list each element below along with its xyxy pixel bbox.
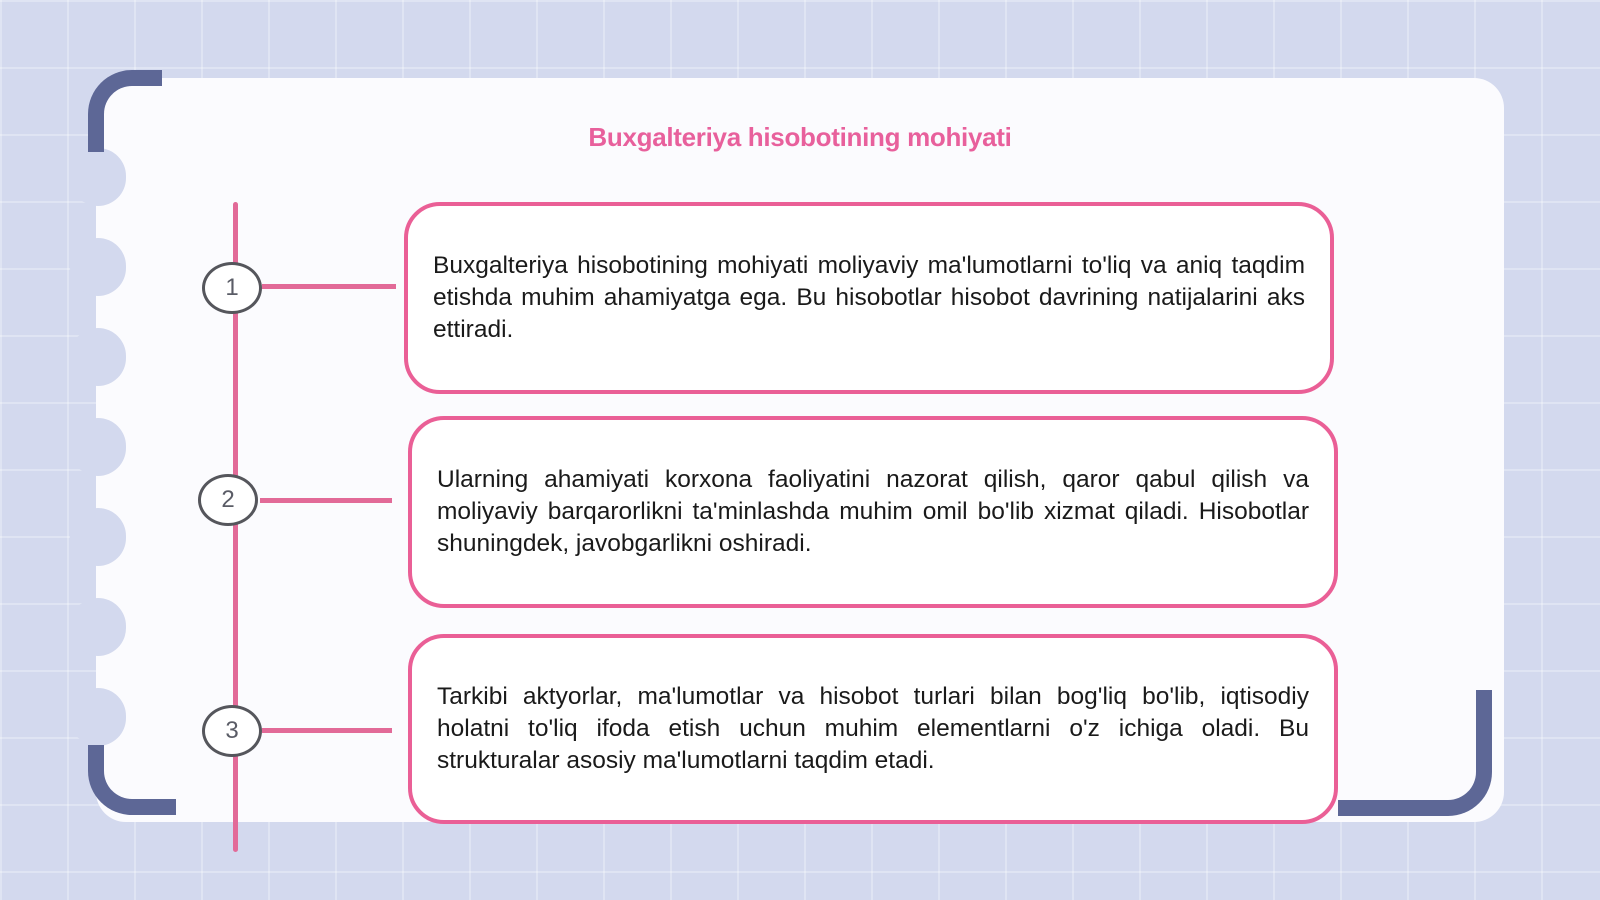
step-card-3 [408,634,1338,824]
step-number-badge: 2 [198,474,258,526]
step-number-badge: 1 [202,262,262,314]
scallop-notch [70,688,126,746]
step-card-2 [408,416,1338,608]
scallop-notch [70,418,126,476]
scallop-notch [70,598,126,656]
timeline-connector [260,498,392,503]
timeline-connector [262,284,396,289]
scallop-notch [70,508,126,566]
corner-bracket-bottom-right [1338,690,1492,816]
step-card-1 [404,202,1334,394]
scallop-notch [70,328,126,386]
timeline-connector [262,728,392,733]
step-text: Buxgalteriya hisobotining mohiyati moliyaviy ma'lumotlarni to'liq va aniq taqdim etishda muhim ahamiyatga ega. Bu hisobotlar hisobot davrining natijalarini aks ettiradi. [433,252,1305,343]
scallop-notch [70,148,126,206]
scallop-notch [70,238,126,296]
step-text: Tarkibi aktyorlar, ma'lumotlar va hisobot turlari bilan bog'liq bo'lib, iqtisodiy holatni to'liq ifoda etish uchun muhim elementlarni o'z ichiga oladi. Bu strukturalar asosiy ma'lumotlarni taqdim etadi. [437,683,1309,774]
step-number-badge: 3 [202,705,262,757]
step-text: Ularning ahamiyati korxona faoliyatini nazorat qilish, qaror qabul qilish va moliyaviy barqarorlikni ta'minlashda muhim omil bo'lib xizmat qiladi. Hisobotlar shuningdek, javobgarlikni oshiradi. [437,466,1309,557]
slide-title: Buxgalteriya hisobotining mohiyati [588,122,1012,152]
